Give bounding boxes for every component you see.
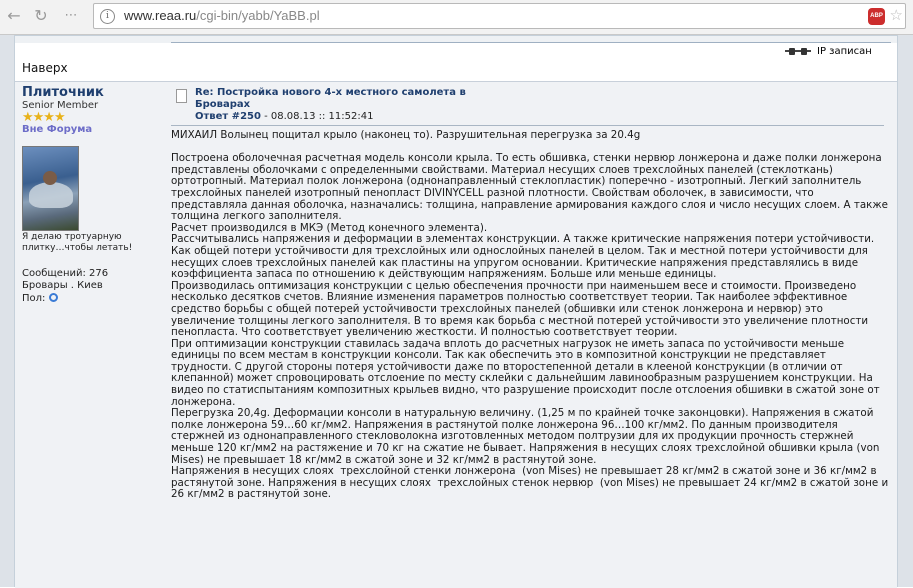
author-post-count: Сообщений: 276 [22, 268, 109, 279]
post-separator [171, 125, 884, 126]
online-status: Вне Форума [22, 124, 93, 135]
ip-logged [785, 46, 872, 57]
author-rank: Senior Member [22, 100, 99, 111]
post-meta [195, 111, 373, 122]
author-name[interactable]: Плиточник [22, 85, 104, 100]
post-subject[interactable]: Re: Постройка нового 4-х местного самолета в Броварах [195, 87, 466, 110]
post-paragraph: Построена оболочечная расчетная модель консоли крыла. То есть обшивка, стенки нервюр лонжерона и даже полки лонжерона представлены оболочками с определенными свойствами. Материал несущих слоев трехслойных панелей (стеклоткань) ортотропный. Материал полок лонжерона (однонаправленный стеклопластик) поперечно - изотропный. Легкий заполнитель трехслойных панелей изотропный пенопласт DIVINYCELL разной плотности. Свойствам оболочек, в зависимости, что представляла данная оболочка, назначались: толщина, направление армирования каждого слоя и число несущих слоем. А также толщина легкого заполнителя. [171, 152, 892, 223]
url-path: /cgi-bin/yabb/YaBB.pl [196, 8, 320, 23]
address-bar[interactable] [93, 3, 906, 29]
gender-label: Пол: [22, 293, 46, 304]
post-number: Ответ #250 [195, 111, 261, 122]
reload-icon[interactable]: ↻ [34, 6, 48, 25]
url-text[interactable] [124, 8, 320, 23]
separator-line [171, 42, 891, 43]
url-domain: www.reaa.ru [124, 8, 197, 23]
ip-icon [785, 48, 811, 55]
apps-icon[interactable]: ⋯ [64, 8, 78, 23]
forum-frame [14, 35, 898, 587]
browser-toolbar [0, 0, 913, 35]
post-paragraph: При оптимизации конструкции ставилась задача вплоть до расчетных нагрузок не иметь запаса по устойчивости меньше единицы по всем местам в конструкции консоли. Так как обеспечить это в композитной конструкции не представляет трудности. С другой стороны потеря устойчивости даже по второстепенной детали в клееной конструкции (в отличии от клепанной) может спровоцировать отслоение по месту склейки с дальнейшим лавинообразным разрушением конструкции. На видео по статиспытаниям композитных крыльев видно, что разрушение происходит после отслоения обшивки в сжатой зоне от лонжерона. [171, 337, 883, 408]
author-gender [22, 292, 58, 304]
bookmark-star-icon[interactable]: ☆ [889, 6, 903, 24]
author-motto: Я делаю тротуарную плитку…чтобы летать! [22, 232, 133, 253]
post-paragraph: Производилась оптимизация конструкции с целью обеспечения прочности при наименьшем весе и стоимости. Произведено несколько десятков счетов. Влияние изменения параметров полностью соответствует теории. Так наиболее эффективное средство борьбы с общей потерей устойчивости трехслойных панелей (обшивки или стенок лонжерона и нервюр) это увеличение толщины легкого заполнителя. В то время как борьба с местной потерей устойчивости это увеличение плотности пенопласта. Что соответствует увеличению жесткости. И полностью соответствует теории. [171, 279, 872, 339]
page-background [0, 35, 913, 587]
post-first-line: МИХАИЛ Волынец пощитал крыло (наконец то). Разрушительная перегрузка за 20.4g [171, 129, 641, 141]
rank-stars-icon: ★★★★ [22, 110, 65, 125]
ip-label: IP записан [817, 46, 872, 57]
info-icon[interactable]: i [100, 9, 115, 24]
author-location: Бровары . Киев [22, 280, 103, 291]
post-paragraph: Расчет производился в МКЭ (Метод конечного элемента). [171, 221, 488, 234]
adblock-icon[interactable]: ABP [868, 8, 885, 25]
male-icon [49, 293, 58, 302]
avatar [22, 146, 79, 231]
post-body [171, 129, 892, 501]
post-paragraph: Рассчитывались напряжения и деформации в элементах конструкции. А также критические напряжения потери устойчивости. Как общей потери устойчивости для трехслойных или однослойных панелей в целом. Так и местной потери устойчивости для несущих слоев трехслойных панелей как пластины на упругом основании. Критические напряжения представлялись в виде коэффициента запаса по отношению к действующим напряжениям. Больше или меньше единицы. [171, 233, 878, 281]
post-paragraph: Перегрузка 20,4g. Деформации консоли в натуральную величину. (1,25 м по крайней точке законцовки). Напряжения в сжатой полке лонжерона 59…60 кг/мм2. Напряжения в растянутой полке лонжерона 96…100 кг/мм2. По данным производителя стержней из однонаправленного стекловолокна изготовленных методом полтрузии для их продукции прочность стержней меньше 120 кг/мм2 на растяжение и 70 кг на сжатие не бывает. Напряжения в несущих слоях трехслойной обшивки крыла (von Mises) не превышает 18 кг/мм2 в сжатой зоне и 32 кг/мм2 в растянутой зоне. [171, 407, 883, 466]
back-icon[interactable]: ← [7, 6, 21, 25]
message-icon [176, 89, 187, 103]
post-date: - 08.08.13 :: 11:52:41 [260, 111, 374, 122]
post-paragraph: Напряжения в несущих слоях трехслойной стенки лонжерона (von Mises) не превышает 28 кг/мм2 в сжатой зоне и 36 кг/мм2 в растянутой зоне. Напряжения в несущих слоях трехслойных стенок нервюр (von Mises) не превышает 24 кг/мм2 в сжатой зоне и 26 кг/мм2 в растянутой зоне. [171, 465, 892, 501]
forum-post [15, 82, 897, 588]
back-to-top-link[interactable]: Наверх [22, 61, 68, 75]
